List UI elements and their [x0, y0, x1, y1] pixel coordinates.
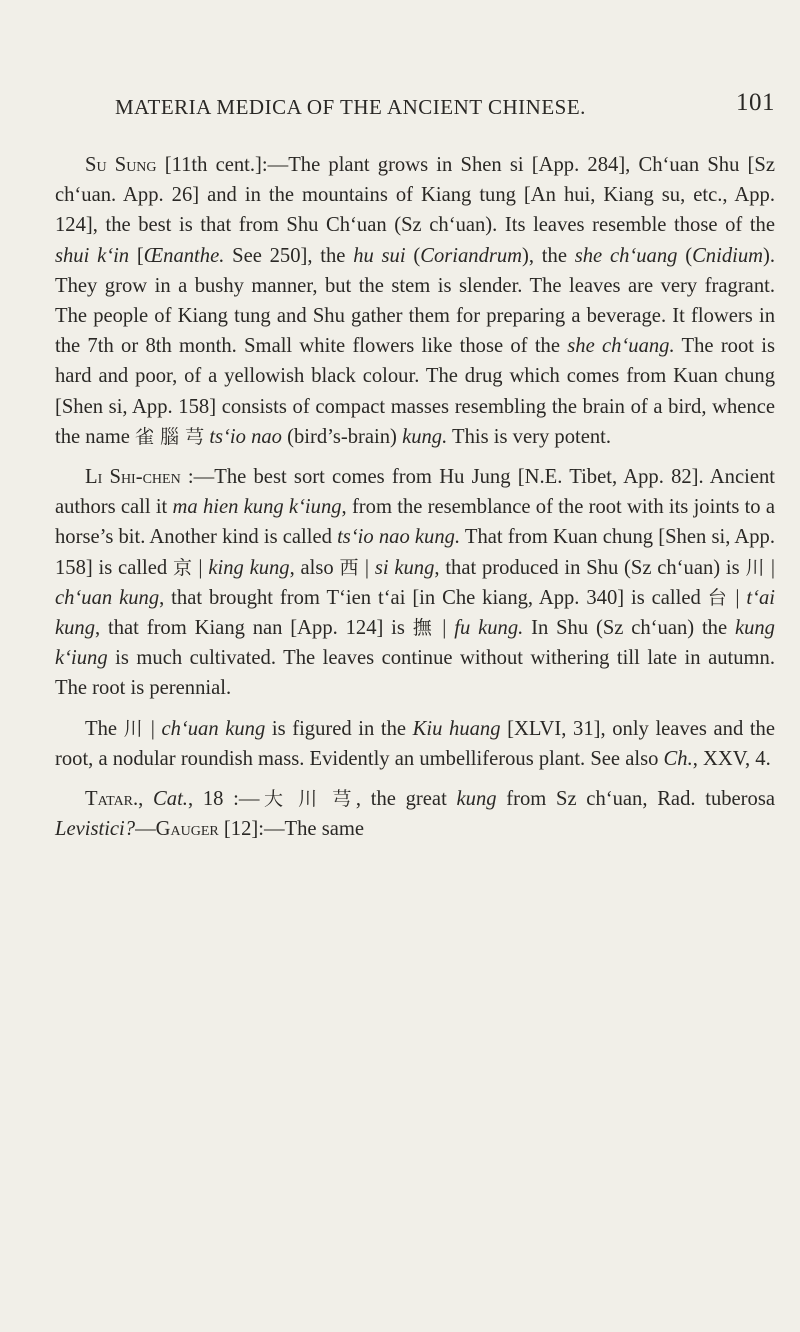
text-run: In Shu (Sz ch‘uan) the: [523, 617, 735, 640]
text-run: (: [677, 244, 693, 267]
italic-term: ts‘io nao: [209, 425, 282, 448]
italic-term: she ch‘uang: [574, 244, 678, 267]
italic-term: ts‘io nao kung.: [337, 526, 461, 549]
text-run: :—The best sort comes from Hu Jung [N.E. Tibet, App. 82]. Ancient authors call it: [55, 466, 775, 519]
italic-term: Cat.: [153, 788, 188, 811]
text-run: [: [129, 244, 144, 267]
text-run: [XLVI, 31], only leaves and the root, a nodular roundish mass. Evidently an umbelliferous plant. See also: [55, 717, 775, 770]
italic-term: si kung: [374, 556, 435, 579]
text-run: ,: [138, 788, 154, 811]
chinese-characters: 大 川 芎: [259, 788, 356, 811]
italic-term: hu sui: [353, 244, 406, 267]
italic-term: Coriandrum: [420, 244, 523, 267]
text-run: |: [359, 556, 375, 579]
italic-term: kung.: [402, 425, 448, 448]
body-text: [55, 150, 775, 844]
text-run: ), the: [522, 244, 575, 267]
paragraph-li-shi-chen: [55, 462, 775, 704]
author-name: Tatar.: [85, 788, 139, 811]
text-run: is figured in the: [265, 717, 413, 740]
italic-term: Levistici?: [55, 818, 136, 841]
italic-term: Ch.: [663, 747, 693, 770]
text-run: , that produced in Shu (Sz ch‘uan) is: [434, 556, 746, 579]
italic-term: Œnanthe.: [143, 244, 225, 267]
text-run: is much cultivated. The leaves continue without withering till late in autumn. The root is perennial.: [55, 647, 775, 700]
italic-term: ch‘uan kung: [161, 717, 266, 740]
chinese-characters: 西: [339, 556, 360, 579]
chinese-characters: 京: [173, 556, 193, 579]
italic-term: shui k‘in: [55, 244, 130, 267]
chinese-characters: 台: [707, 586, 729, 609]
text-run: The root is hard and poor, of a yellowish black colour. The drug which comes from Kuan chung [Shen si, App. 158] consists of compact masses resembling the brain of a bird, whence the name: [55, 335, 776, 448]
header-title: MATERIA MEDICA OF THE ANCIENT CHINESE.: [115, 95, 586, 119]
text-run: See 250], the: [224, 244, 354, 267]
italic-term: king kung: [208, 556, 290, 579]
text-run: |: [192, 556, 209, 579]
text-run: This is very potent.: [447, 425, 612, 448]
text-run: , also: [289, 556, 340, 579]
paragraph-su-sung: [55, 150, 775, 452]
text-run: (bird’s-brain): [281, 425, 403, 448]
chinese-characters: 雀 腦 芎: [135, 425, 205, 448]
text-run: , from the resemblance of the root with its joints to a horse’s bit. Another kind is called: [55, 496, 775, 549]
text-run: , 18 :—: [187, 788, 260, 811]
author-name: Su Sung: [85, 154, 157, 176]
italic-term: she ch‘uang.: [567, 335, 675, 358]
italic-term: Kiu huang: [412, 717, 501, 740]
text-run: , XXV, 4.: [692, 747, 771, 770]
italic-term: t‘ai kung: [55, 586, 776, 640]
paragraph-tatar: [55, 784, 775, 844]
text-run: [12]:—The same: [218, 818, 365, 841]
text-run: (: [405, 244, 421, 267]
text-run: |: [728, 586, 747, 609]
text-run: , the great: [355, 788, 457, 811]
chinese-characters: 川: [745, 556, 766, 579]
italic-term: fu kung.: [454, 617, 524, 640]
text-run: , that brought from T‘ien t‘ai [in Che kiang, App. 340] is called: [159, 586, 708, 609]
text-run: —: [135, 818, 156, 841]
text-run: ). They grow in a bushy manner, but the stem is slender. The leaves are very fragrant. The people of Kiang tung and Shu gather them for preparing a beverage. It flowers in the 7th or 8th month. Small white flowers like those of the: [55, 244, 776, 358]
text-run: That from Kuan chung [Shen si, App. 158] is called: [55, 526, 775, 579]
chinese-characters: 撫: [412, 617, 435, 640]
text-run: |: [765, 556, 775, 579]
text-run: The: [85, 717, 124, 740]
chinese-characters: 川: [123, 717, 145, 740]
author-name: Gauger: [155, 818, 219, 841]
paragraph-kiu-huang: [55, 714, 775, 774]
italic-term: kung: [456, 788, 497, 811]
page-number: 101: [736, 89, 775, 116]
text-run: [11th cent.]:—The plant grows in Shen si [App. 284], Ch‘uan Shu [Sz ch‘uan. App. 26] and in the mountains of Kiang tung [An hui, Kiang su, etc., App. 124], the best is that from Shu Ch‘uan (Sz ch‘uan). Its leaves resemble those of the: [55, 154, 775, 237]
italic-term: ma hien kung k‘iung: [172, 496, 342, 519]
text-run: |: [144, 717, 162, 740]
text-run: |: [434, 617, 455, 640]
text-run: from Sz ch‘uan, Rad. tuberosa: [496, 788, 775, 811]
italic-term: ch‘uan kung: [55, 586, 160, 609]
author-name: Li Shi-chen: [85, 466, 181, 489]
text-run: , that from Kiang nan [App. 124] is: [95, 617, 413, 640]
italic-term: kung k‘iung: [55, 617, 775, 670]
italic-term: Cnidium: [692, 244, 764, 267]
